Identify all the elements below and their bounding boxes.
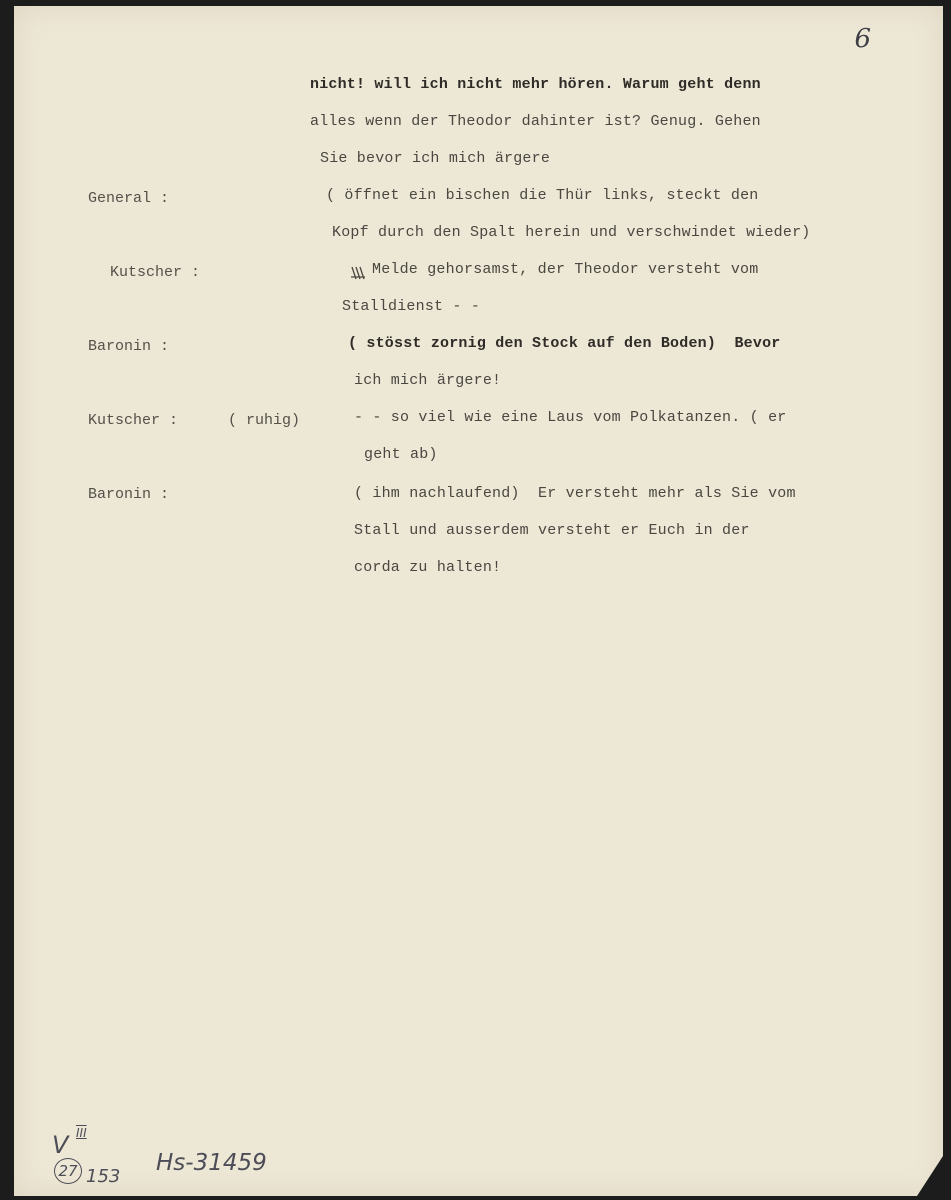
speaker-label: General :	[88, 190, 170, 207]
speaker-label: Kutscher :	[88, 412, 179, 429]
script-line: Stalldienst - -	[342, 298, 481, 315]
archive-shelfmark: Hs-31459	[156, 1150, 267, 1176]
archive-volume: V	[52, 1131, 69, 1159]
script-line: ( stösst zornig den Stock auf den Boden) Bevor	[348, 335, 781, 352]
archive-folio: 153	[86, 1166, 121, 1187]
script-line: - - so viel wie eine Laus vom Polkatanzen. ( er	[354, 409, 787, 426]
script-line: Stall und ausserdem versteht er Euch in der	[354, 522, 750, 539]
speaker-label: Baronin :	[88, 486, 170, 503]
torn-corner	[917, 1156, 943, 1196]
archive-circled-number: 27	[54, 1158, 82, 1184]
strikeout-mark	[350, 265, 366, 281]
script-line: Kopf durch den Spalt herein und verschwindet wieder)	[332, 224, 811, 241]
speaker-label: Kutscher :	[110, 264, 201, 281]
speaker-label: Baronin :	[88, 338, 170, 355]
script-line: Sie bevor ich mich ärgere	[320, 150, 551, 167]
script-line: ( ihm nachlaufend) Er versteht mehr als Sie vom	[354, 485, 796, 502]
script-line: corda zu halten!	[354, 559, 502, 576]
page-number: 6	[854, 24, 871, 54]
script-line: alles wenn der Theodor dahinter ist? Genug. Gehen	[310, 113, 761, 130]
script-line: ( öffnet ein bischen die Thür links, steckt den	[326, 187, 759, 204]
script-line: geht ab)	[364, 446, 438, 463]
stage-direction: ( ruhig)	[228, 412, 301, 429]
archive-volume-sub: III	[76, 1126, 87, 1140]
script-line: nicht! will ich nicht mehr hören. Warum geht denn	[310, 76, 761, 93]
document-page	[14, 6, 943, 1196]
script-line: ich mich ärgere!	[354, 372, 502, 389]
script-line: Melde gehorsamst, der Theodor versteht vom	[372, 261, 759, 278]
